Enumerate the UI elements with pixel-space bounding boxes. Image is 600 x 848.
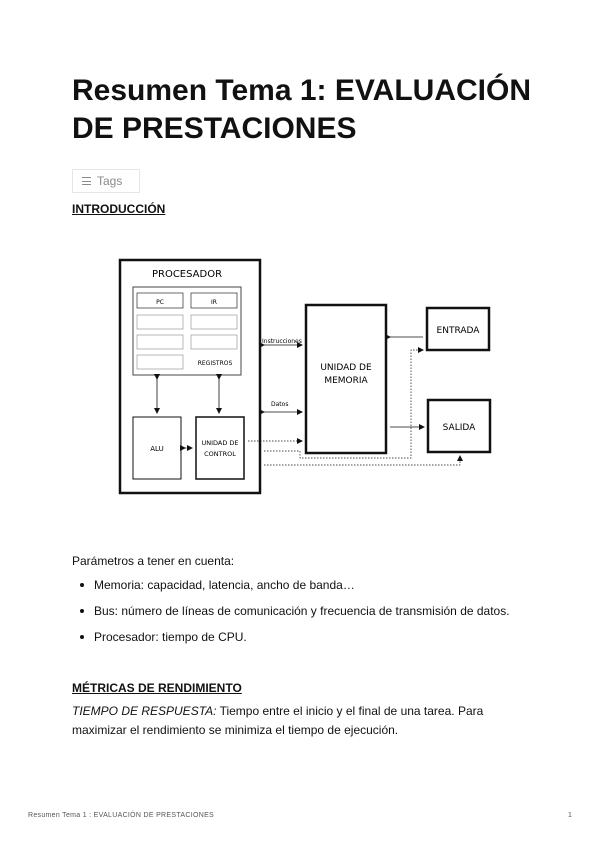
alu-label: ALU (150, 445, 164, 453)
instructions-label: Instrucciones (262, 338, 302, 345)
control-unit-box (196, 417, 244, 479)
control-output-signal (264, 456, 460, 465)
input-label: ENTRADA (436, 326, 480, 336)
response-time-term: TIEMPO DE RESPUESTA: (72, 704, 217, 718)
list-icon (82, 177, 91, 185)
registers-label: REGISTROS (197, 360, 233, 367)
list-item: Memoria: capacidad, latencia, ancho de banda… (72, 577, 510, 603)
tags-label: Tags (97, 174, 123, 188)
register-slot (191, 315, 237, 329)
register-slot (191, 335, 237, 349)
parameters-list (72, 577, 510, 655)
memory-unit-label-line1: UNIDAD DE (320, 363, 372, 373)
page-title: Resumen Tema 1: EVALUACIÓN DE PRESTACIONES (72, 74, 531, 145)
list-item: Bus: número de líneas de comunicación y frecuencia de transmisión de datos. (72, 603, 510, 629)
page-number: 1 (568, 812, 572, 819)
processor-label: PROCESADOR (151, 269, 223, 280)
register-ir-label: IR (211, 299, 217, 306)
section-heading-metrics: MÉTRICAS DE RENDIMIENTO (72, 681, 242, 695)
response-time-definition: Tiempo entre el inicio y el final de una tarea. Para maximizar el rendimiento se minimiza el tiempo de ejecución. (72, 704, 484, 737)
register-slot (137, 315, 183, 329)
register-slot (137, 335, 183, 349)
output-label: SALIDA (442, 423, 476, 433)
section-heading-introduction: INTRODUCCIÓN (72, 202, 166, 216)
parameters-intro: Parámetros a tener en cuenta: (72, 554, 235, 568)
data-label: Datos (271, 401, 289, 408)
tags-property[interactable] (72, 169, 140, 193)
computer-architecture-diagram (115, 255, 495, 500)
control-unit-label-line1: UNIDAD DE (201, 439, 239, 447)
list-item: Procesador: tiempo de CPU. (72, 629, 510, 655)
register-slot (137, 355, 183, 369)
register-pc-label: PC (156, 299, 164, 306)
control-unit-label-line2: CONTROL (204, 450, 236, 458)
response-time-paragraph (72, 702, 512, 740)
page-footer: Resumen Tema 1 : EVALUACIÓN DE PRESTACIONES (28, 812, 215, 819)
memory-unit-label-line2: MEMORIA (324, 376, 368, 386)
